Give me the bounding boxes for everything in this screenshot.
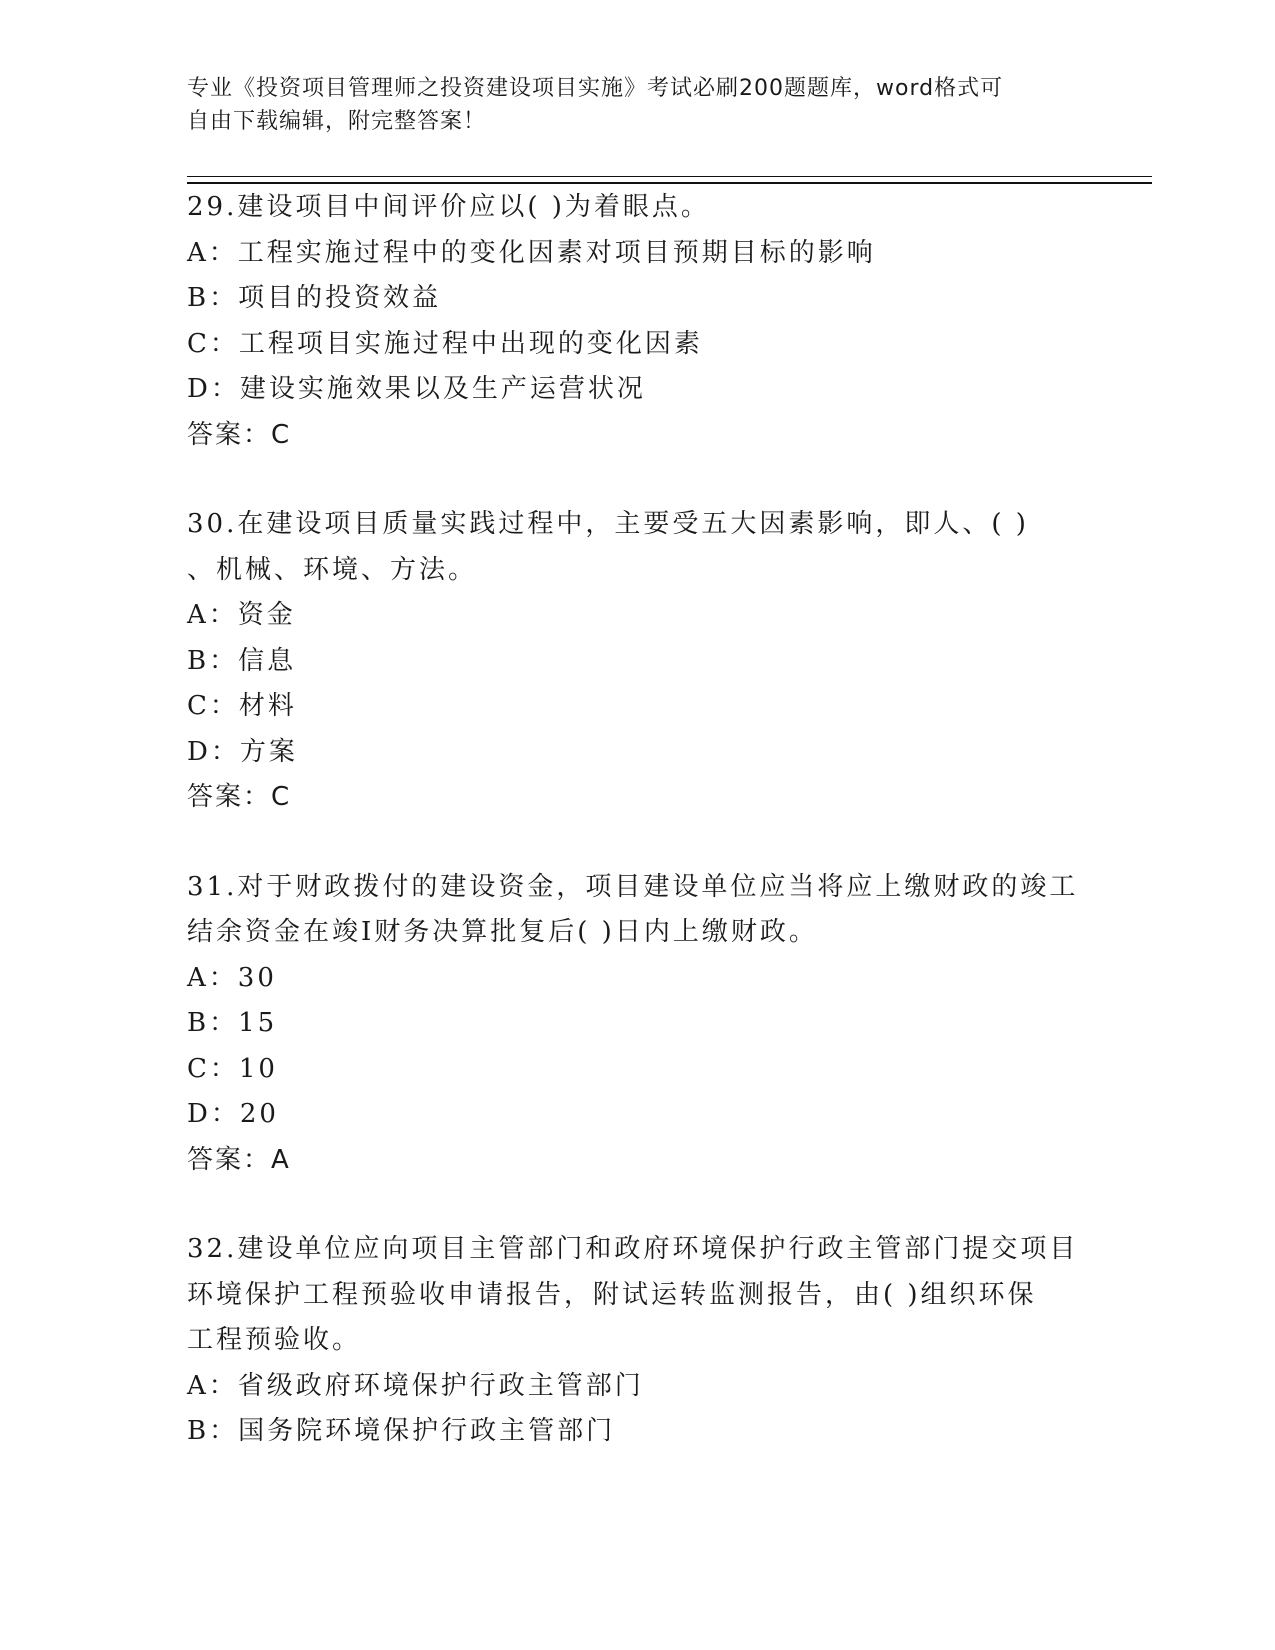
option-b: B：信息: [187, 645, 297, 676]
option-d: D：方案: [187, 736, 298, 767]
question-stem-continued: 工程预验收。: [187, 1325, 362, 1355]
option-b: B：15: [187, 1008, 278, 1038]
question-stem: 29.建设项目中间评价应以( )为着眼点。: [187, 192, 710, 222]
question-gap: [187, 821, 1087, 865]
option-d: D：20: [187, 1099, 279, 1129]
header-rule-thin: [187, 176, 1152, 177]
question-stem: 30.在建设项目质量实践过程中，主要受五大因素影响，即人、( ): [187, 509, 1029, 539]
answer-line: 答案：C: [187, 782, 292, 812]
question-31: [187, 865, 1087, 1184]
option-c: C：工程项目实施过程中出现的变化因素: [187, 328, 703, 359]
option-b: B：项目的投资效益: [187, 283, 442, 313]
option-c: C：材料: [187, 691, 297, 721]
question-list: [187, 185, 1087, 1455]
option-c: C：10: [187, 1053, 278, 1084]
question-gap: [187, 458, 1087, 502]
question-stem-continued: 、机械、环境、方法。: [187, 554, 478, 585]
question-stem: 31.对于财政拨付的建设资金，项目建设单位应当将应上缴财政的竣工: [187, 871, 1079, 902]
header-line-2: 自由下载编辑，附完整答案！: [187, 109, 487, 134]
option-d: D：建设实施效果以及生产运营状况: [187, 374, 646, 404]
option-a: A：省级政府环境保护行政主管部门: [187, 1370, 644, 1401]
question-30: [187, 502, 1087, 821]
answer-line: 答案：C: [187, 419, 292, 450]
answer-line: 答案：A: [187, 1144, 291, 1175]
option-a: A：资金: [187, 600, 296, 630]
question-stem-continued: 环境保护工程预验收申请报告，附试运转监测报告，由( )组织环保: [187, 1279, 1037, 1310]
question-stem-continued: 结余资金在竣I财务决算批复后( )日内上缴财政。: [187, 917, 818, 947]
question-32: [187, 1227, 1087, 1455]
question-29: [187, 185, 1087, 458]
header-rule-thick: [187, 182, 1152, 184]
question-gap: [187, 1183, 1087, 1227]
option-a: A：工程实施过程中的变化因素对项目预期目标的影响: [187, 237, 876, 268]
option-a: A：30: [187, 962, 277, 993]
header-line-1: 专业《投资项目管理师之投资建设项目实施》考试必刷200题题库，word格式可: [187, 76, 1004, 101]
option-b: B：国务院环境保护行政主管部门: [187, 1416, 616, 1446]
question-stem: 32.建设单位应向项目主管部门和政府环境保护行政主管部门提交项目: [187, 1234, 1079, 1264]
document-header: [187, 72, 1067, 138]
